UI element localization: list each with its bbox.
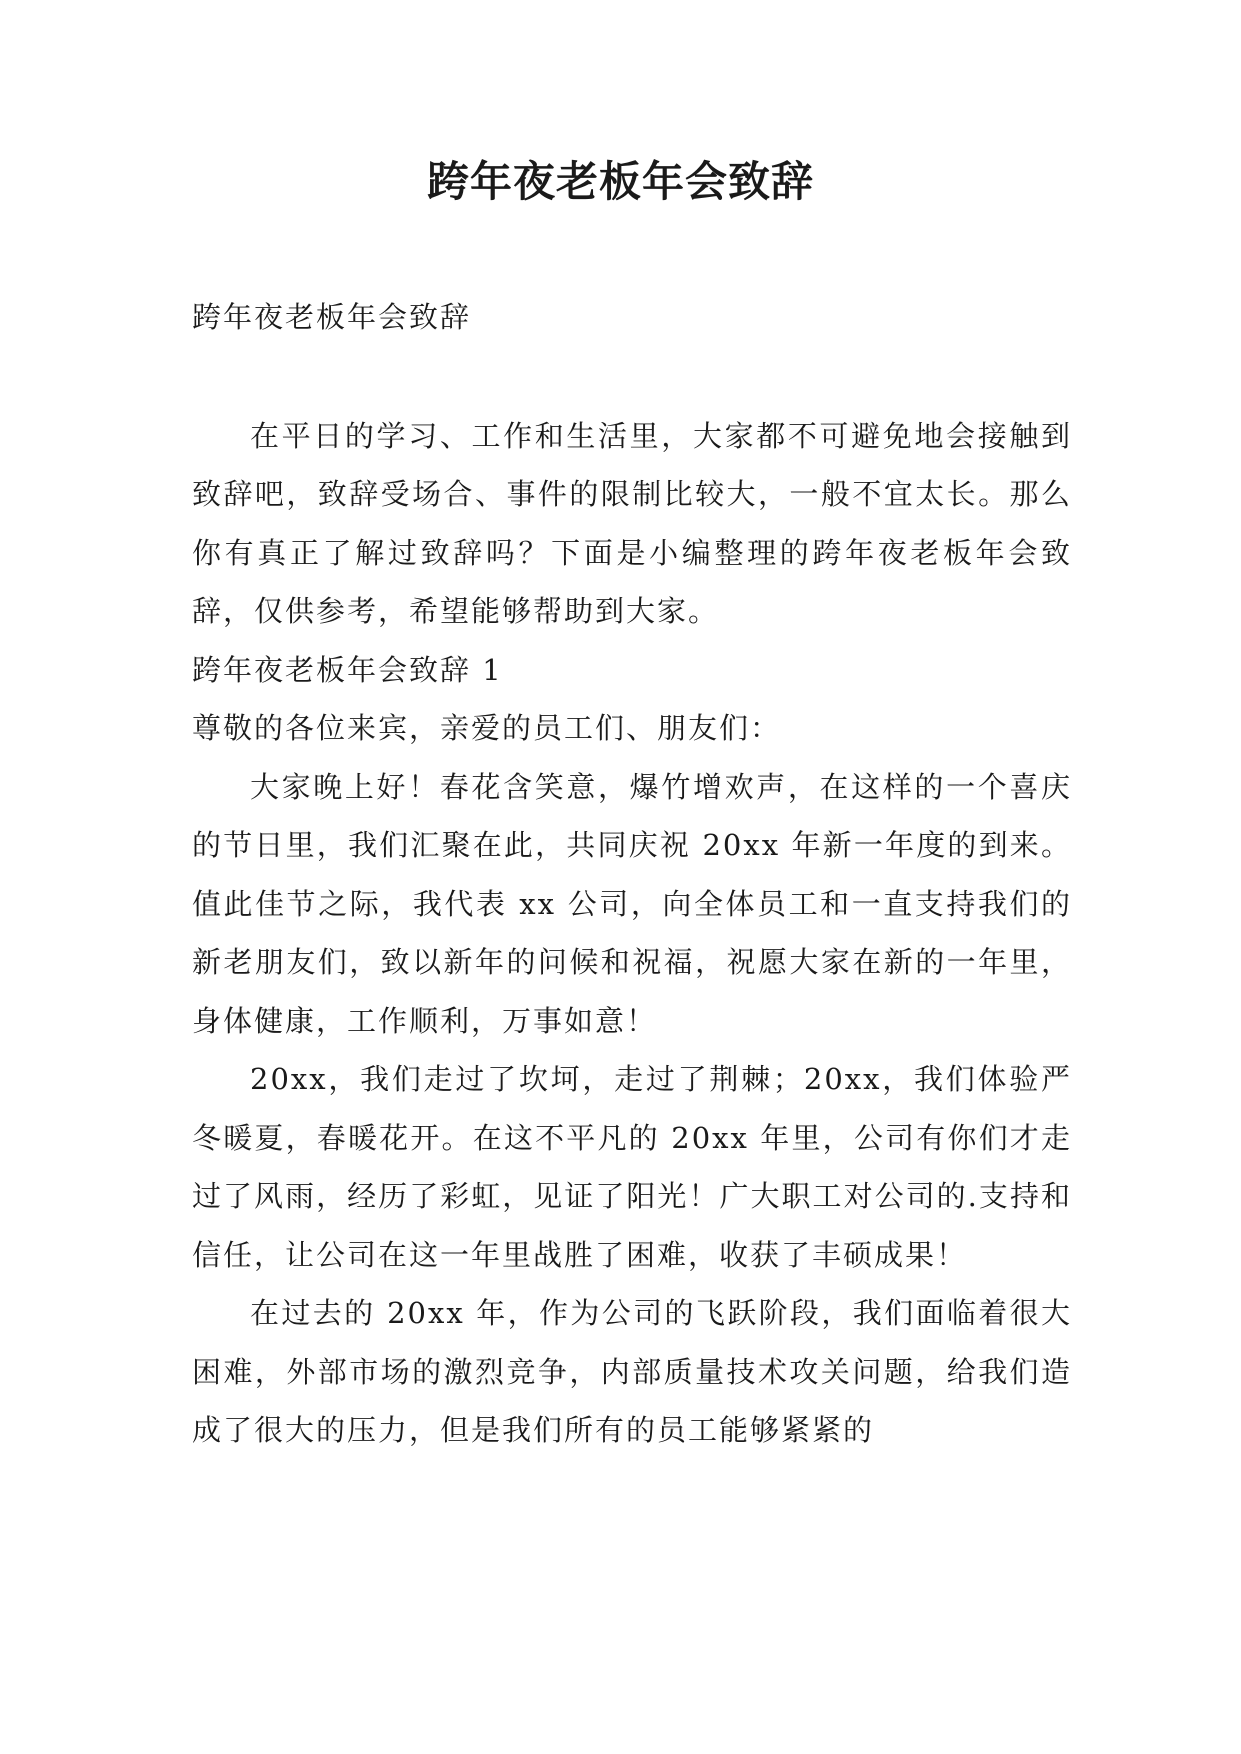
- body-paragraph-1: 大家晚上好！春花含笑意，爆竹增欢声，在这样的一个喜庆的节日里，我们汇聚在此，共同庆祝 20xx 年新一年度的到来。值此佳节之际，我代表 xx 公司，向全体员工和一直支持我们的新老朋友们，致以新年的问候和祝福，祝愿大家在新的一年里，身体健康，工作顺利，万事如意！: [192, 769, 1072, 1038]
- body-paragraph-3: 在过去的 20xx 年，作为公司的飞跃阶段，我们面临着很大困难，外部市场的激烈竞争，内部质量技术攻关问题，给我们造成了很大的压力，但是我们所有的员工能够紧紧的: [192, 1296, 1072, 1447]
- body-paragraph-2: 20xx，我们走过了坎坷，走过了荆棘；20xx，我们体验严冬暖夏，春暖花开。在这不平凡的 20xx 年里，公司有你们才走过了风雨，经历了彩虹，见证了阳光！广大职工对公司的.支持和信任，让公司在这一年里战胜了困难，收获了丰硕成果！: [192, 1062, 1072, 1272]
- document-subtitle: 跨年夜老板年会致辞: [192, 300, 472, 334]
- document-title: 跨年夜老板年会致辞: [426, 157, 814, 206]
- intro-paragraph: 在平日的学习、工作和生活里，大家都不可避免地会接触到致辞吧，致辞受场合、事件的限制比较大，一般不宜太长。那么你有真正了解过致辞吗？下面是小编整理的跨年夜老板年会致辞，仅供参考，希望能够帮助到大家。: [192, 418, 1072, 628]
- document-body: [192, 288, 1072, 1460]
- section-heading: 跨年夜老板年会致辞 1: [192, 652, 503, 687]
- salutation: 尊敬的各位来宾，亲爱的员工们、朋友们：: [192, 711, 782, 745]
